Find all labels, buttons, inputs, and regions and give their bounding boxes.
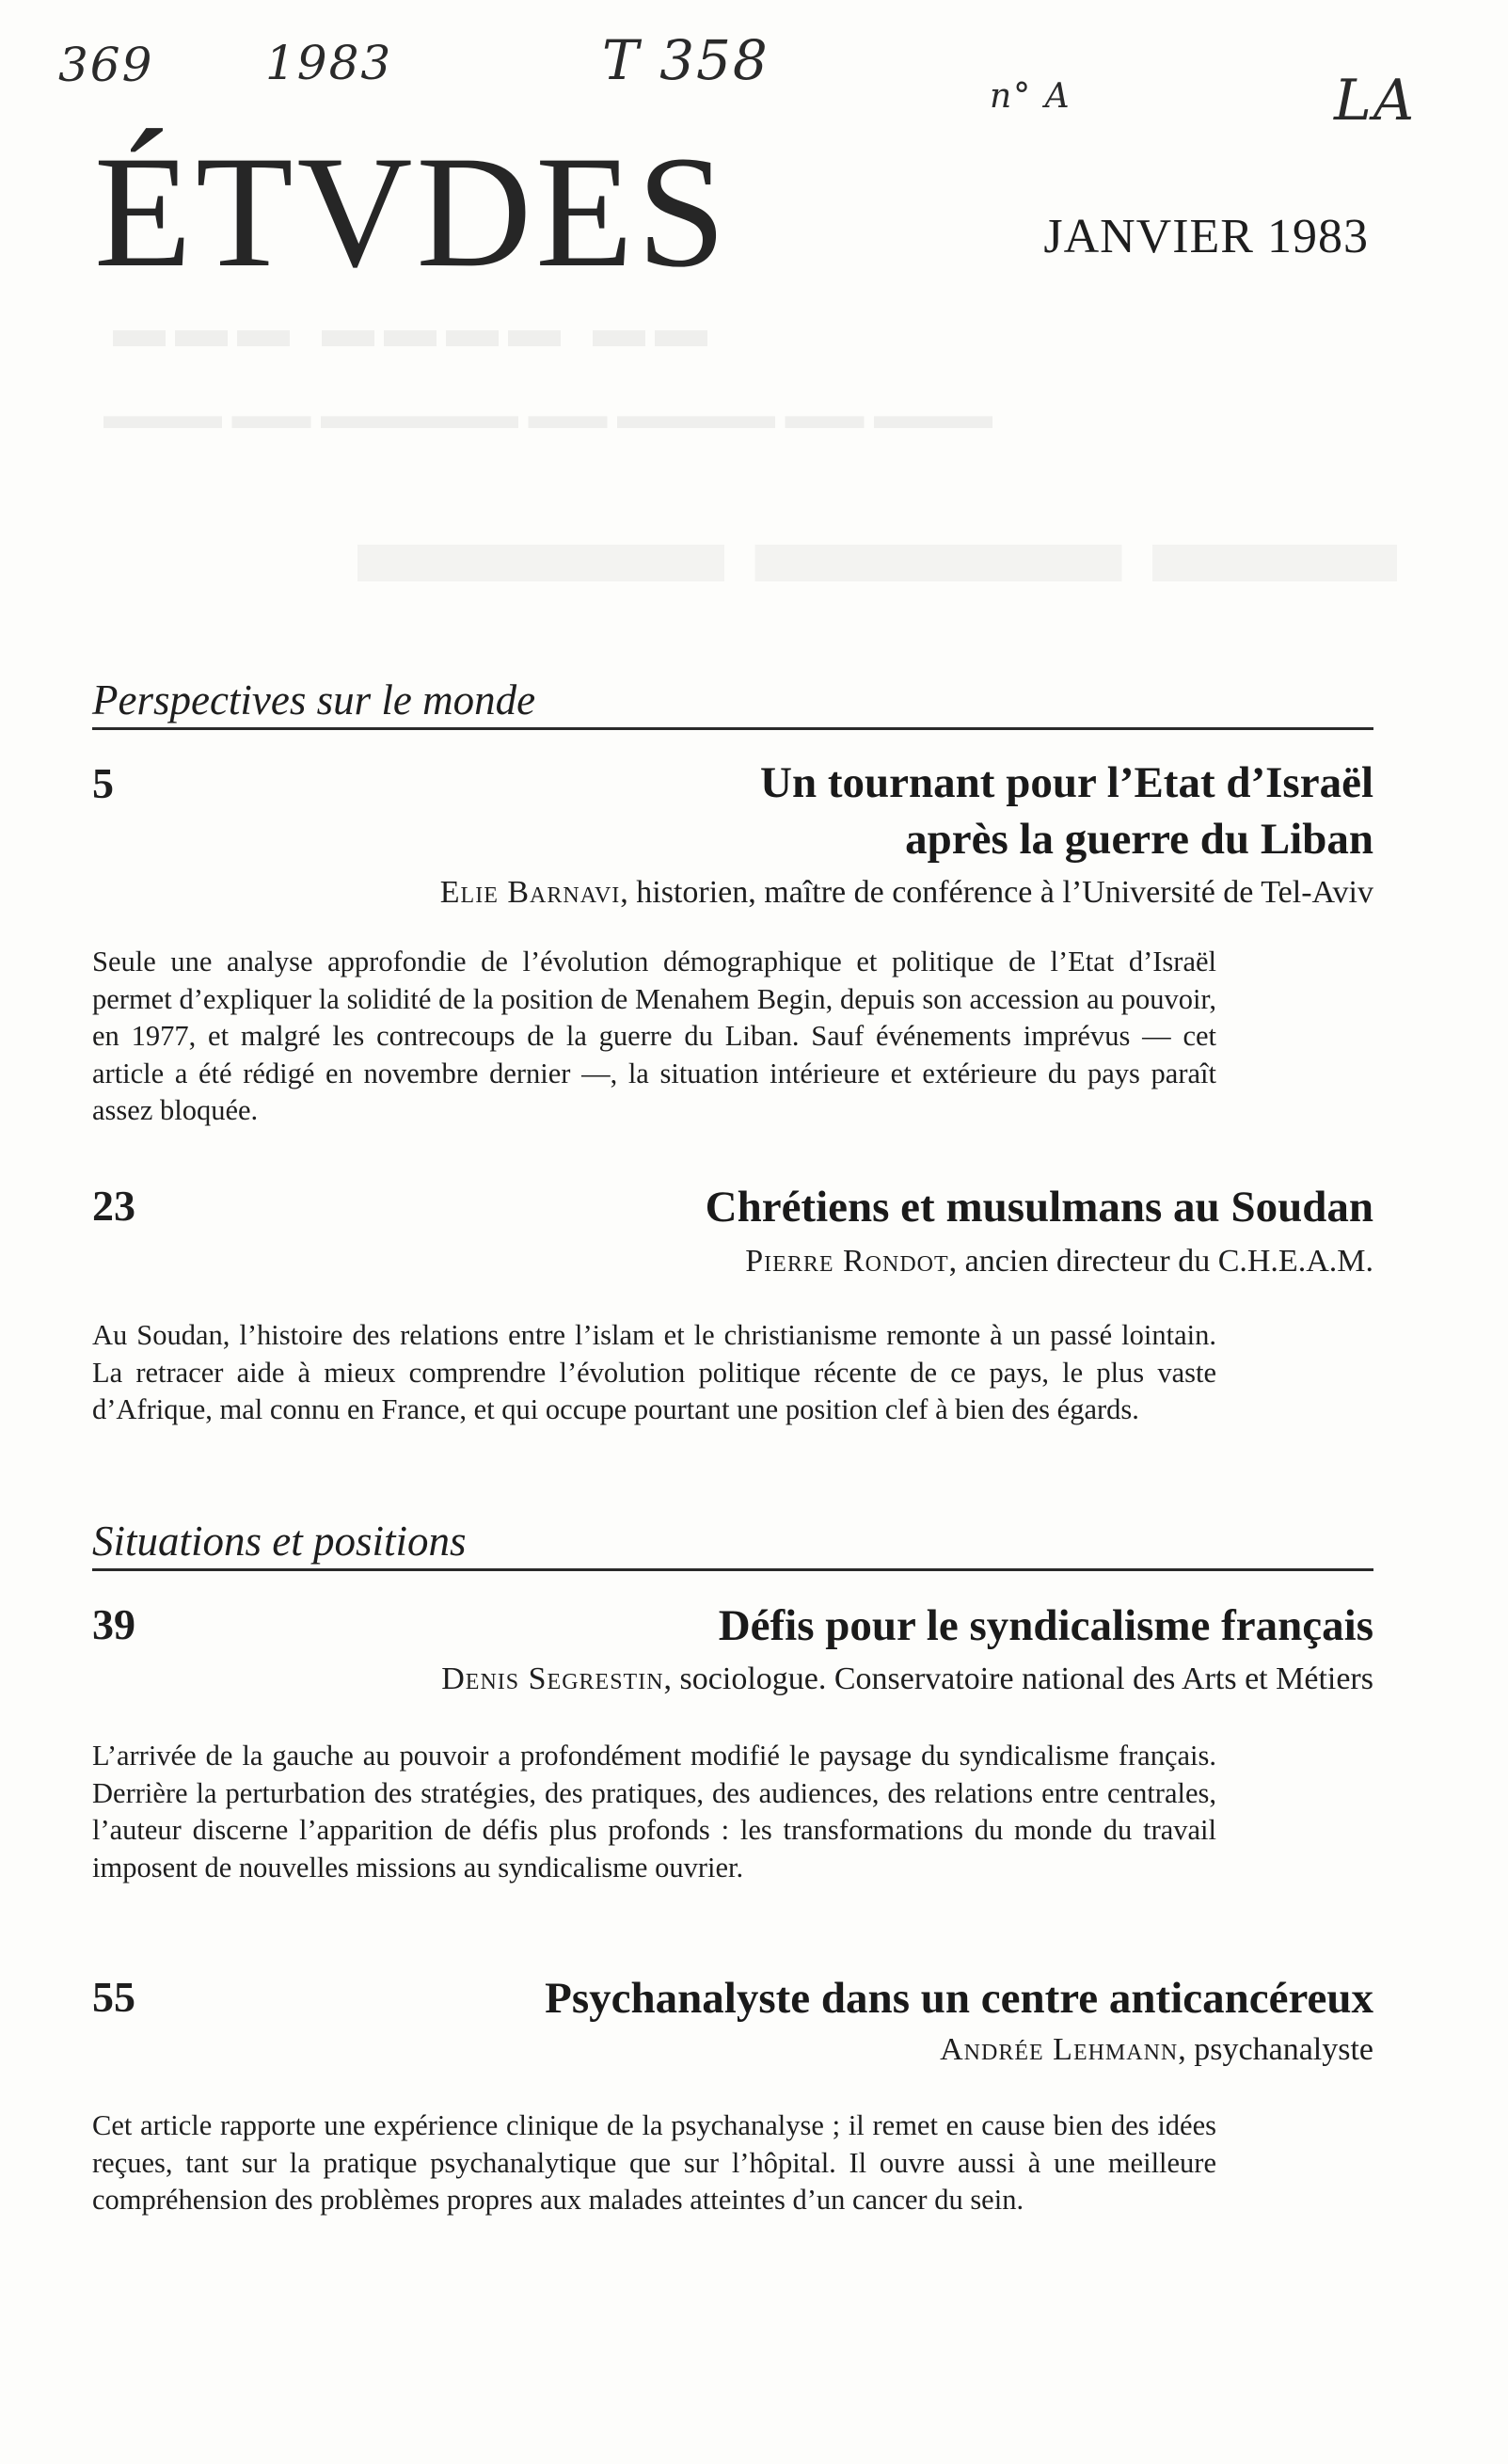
section-divider <box>92 727 1373 730</box>
author-role: , historien, maître de conférence à l’Université de Tel-Aviv <box>620 875 1373 910</box>
article-byline <box>441 1661 1373 1697</box>
handwritten-note: 369 <box>58 38 154 92</box>
author-name: Andrée Lehmann <box>940 2032 1179 2067</box>
bleed-through-shadow <box>357 470 1397 612</box>
article-title-line: après la guerre du Liban <box>905 815 1373 864</box>
article-title <box>760 755 1373 867</box>
section-title: Situations et positions <box>92 1518 467 1565</box>
article-title-line: Chrétiens et musulmans au Soudan <box>705 1183 1373 1232</box>
article-title <box>545 1970 1373 2027</box>
article-title <box>719 1598 1373 1654</box>
author-name: Pierre Rondot <box>745 1244 949 1279</box>
article-summary: Cet article rapporte une expérience clinique de la psychanalyse ; il remet en cause bien des idées reçues, tant sur la pratique psychanalytique que sur l’hôpital. Il ouvre aussi à une meilleure compréhension des problèmes propres aux malades atteintes d’un cancer du sein. <box>92 2109 1216 2216</box>
article-byline <box>940 2032 1373 2068</box>
article-summary: Seule une analyse approfondie de l’évolution démographique et politique de l’Etat d’Israël permet d’expliquer la solidité de la position de Menahem Begin, depuis son accession au pouvoir, en 1977, et malgré les contrecoups de la guerre du Liban. Sauf événements imprévus — cet article a été rédigé en novembre dernier —, la situation intérieure et extérieure du pays paraît assez bloquée. <box>92 946 1216 1126</box>
section-divider <box>92 1568 1373 1571</box>
article-title <box>706 1179 1373 1235</box>
handwritten-note: 1983 <box>265 36 393 90</box>
article-page-number: 5 <box>92 759 114 807</box>
article-byline <box>745 1244 1373 1280</box>
handwritten-note: T 358 <box>602 28 770 92</box>
article-title-line: Un tournant pour l’Etat d’Israël <box>760 758 1373 807</box>
article-byline <box>440 875 1373 911</box>
section-title: Perspectives sur le monde <box>92 676 536 723</box>
author-name: Denis Segrestin <box>441 1661 664 1696</box>
bleed-through-shadow: ▬▬ ▬▬▬▬ ▬▬▬ <box>103 300 707 358</box>
article-summary: Au Soudan, l’histoire des relations entre l’islam et le christianisme remonte à un passé lointain. La retracer aide à mieux comprendre l’évolution politique récente de ce pays, le plus vaste d’Afrique, mal connu en France, et qui occupe pourtant une position clef à bien des égards. <box>92 1319 1216 1425</box>
author-role: , psychanalyste <box>1178 2032 1373 2067</box>
journal-masthead: ÉTVDES <box>94 123 730 300</box>
article-summary: L’arrivée de la gauche au pouvoir a profondément modifié le paysage du syndicalisme français. Derrière la perturbation des stratégies, des pratiques, des audiences, des relations entre centrales, l’auteur discerne l’apparition de défis plus profonds : les transformations du monde du travail imposent de nouvelles missions au syndicalisme ouvrier. <box>92 1740 1216 1884</box>
article-title-line: Défis pour le syndicalisme français <box>718 1601 1373 1650</box>
handwritten-note: LA <box>1334 68 1417 134</box>
author-name: Elie Barnavi <box>439 875 621 910</box>
article-page-number: 39 <box>92 1600 135 1648</box>
article-title-line: Psychanalyste dans un centre anticancéreux <box>545 1974 1373 2023</box>
issue-date: JANVIER 1983 <box>1043 210 1369 263</box>
bleed-through-shadow: ▬▬▬ ▬▬ ▬▬▬▬ ▬▬ ▬▬▬▬▬ ▬▬ ▬▬▬ <box>103 394 992 437</box>
article-page-number: 55 <box>92 1973 135 2021</box>
author-role: , ancien directeur du C.H.E.A.M. <box>948 1244 1373 1279</box>
article-page-number: 23 <box>92 1182 135 1230</box>
handwritten-note: n° A <box>990 77 1071 116</box>
author-role: , sociologue. Conservatoire national des Arts et Métiers <box>663 1661 1373 1696</box>
